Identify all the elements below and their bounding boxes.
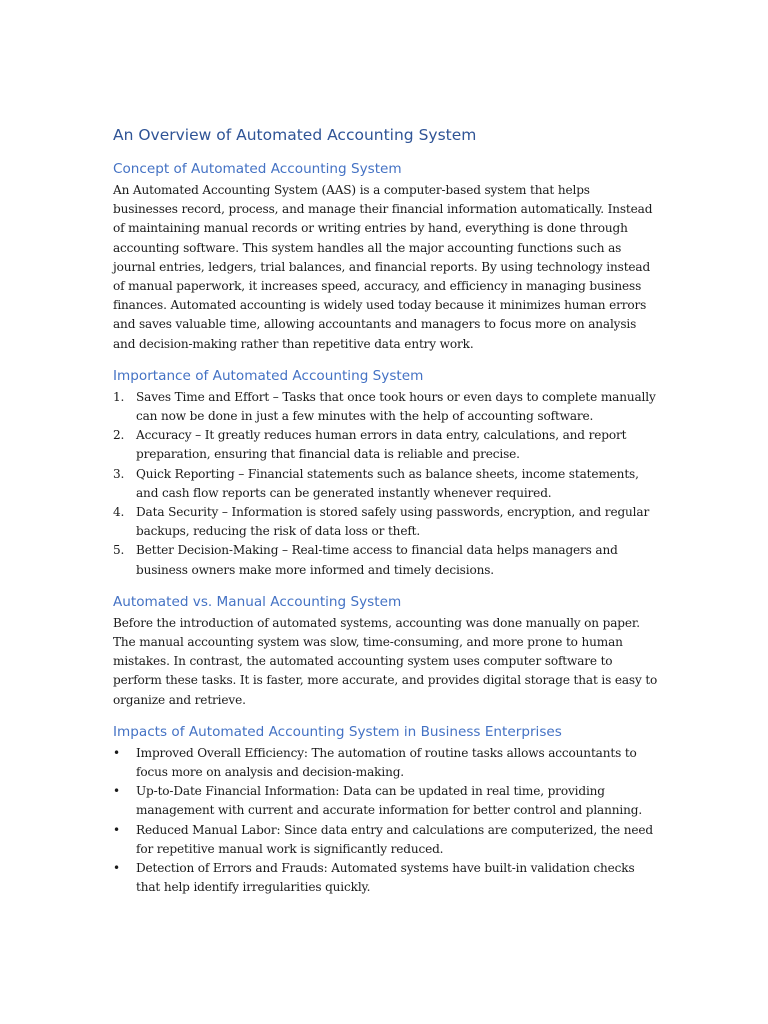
section-paragraph: Before the introduction of automated systems, accounting was done manually on paper. The manual accounting system was slow, time-consuming, and more prone to human mistakes. In contrast, the automated accounting system uses computer software to perform these tasks. It is faster, more accurate, and provides digital storage that is easy to organize and retrieve. [113, 615, 658, 707]
bullet-icon: • [113, 861, 120, 876]
list-item [113, 821, 658, 859]
list-number: 1. [113, 389, 125, 404]
section-importance [113, 366, 658, 580]
list-item [113, 503, 658, 541]
list-number: 3. [113, 466, 125, 481]
list-number: 2. [113, 428, 125, 443]
bullet-icon: • [113, 822, 120, 837]
list-item-text: Improved Overall Efficiency: The automation of routine tasks allows accountants to focus more on analysis and decision-making. [136, 745, 637, 780]
list-item [113, 388, 658, 426]
list-item-text: Quick Reporting – Financial statements such as balance sheets, income statements, and cash flow reports can be generated instantly whenever required. [136, 466, 639, 500]
bullet-icon: • [113, 745, 120, 760]
list-item [113, 541, 658, 579]
section-comparison [113, 592, 658, 710]
list-number: 4. [113, 505, 125, 520]
list-item [113, 465, 658, 503]
section-impacts [113, 722, 658, 898]
list-item [113, 744, 658, 782]
list-number: 5. [113, 543, 125, 558]
section-heading: Concept of Automated Accounting System [113, 161, 402, 177]
list-item-text: Reduced Manual Labor: Since data entry and calculations are computerized, the need for repetitive manual work is significantly reduced. [136, 822, 654, 856]
list-item [113, 782, 658, 820]
list-item-text: Accuracy – It greatly reduces human errors in data entry, calculations, and report preparation, ensuring that financial data is reliable and precise. [136, 428, 627, 462]
section-heading: Automated vs. Manual Accounting System [113, 593, 402, 610]
bulleted-list [113, 744, 658, 898]
section-heading: Impacts of Automated Accounting System in Business Enterprises [113, 723, 562, 740]
list-item-text: Detection of Errors and Frauds: Automated systems have built-in validation checks that help identify irregularities quickly. [136, 861, 635, 895]
section-concept [113, 159, 658, 354]
list-item-text: Up-to-Date Financial Information: Data can be updated in real time, providing management with current and accurate information for better control and planning. [136, 784, 643, 818]
list-item [113, 426, 658, 464]
numbered-list [113, 388, 658, 580]
list-item-text: Better Decision-Making – Real-time access to financial data helps managers and business owners make more informed and timely decisions. [136, 543, 618, 577]
list-item-text: Data Security – Information is stored safely using passwords, encryption, and regular backups, reducing the risk of data loss or theft. [136, 505, 650, 539]
list-item-text: Saves Time and Effort – Tasks that once took hours or even days to complete manually can now be done in just a few minutes with the help of accounting software. [136, 389, 656, 424]
section-heading: Importance of Automated Accounting System [113, 367, 424, 384]
list-item [113, 859, 658, 897]
document-page [113, 124, 658, 910]
section-paragraph: An Automated Accounting System (AAS) is a computer-based system that helps businesses record, process, and manage their financial information automatically. Instead of maintaining manual records or writing entries by hand, everything is done through accounting software. This system handles all the major accounting functions such as journal entries, ledgers, trial balances, and financial reports. By using technology instead of manual paperwork, it increases speed, accuracy, and efficiency in managing business finances. Automated accounting is widely used today because it minimizes human errors and saves valuable time, allowing accountants and managers to focus more on analysis and decision-making rather than repetitive data entry work. [113, 183, 653, 351]
document-title: An Overview of Automated Accounting System [113, 126, 477, 144]
bullet-icon: • [113, 784, 120, 799]
